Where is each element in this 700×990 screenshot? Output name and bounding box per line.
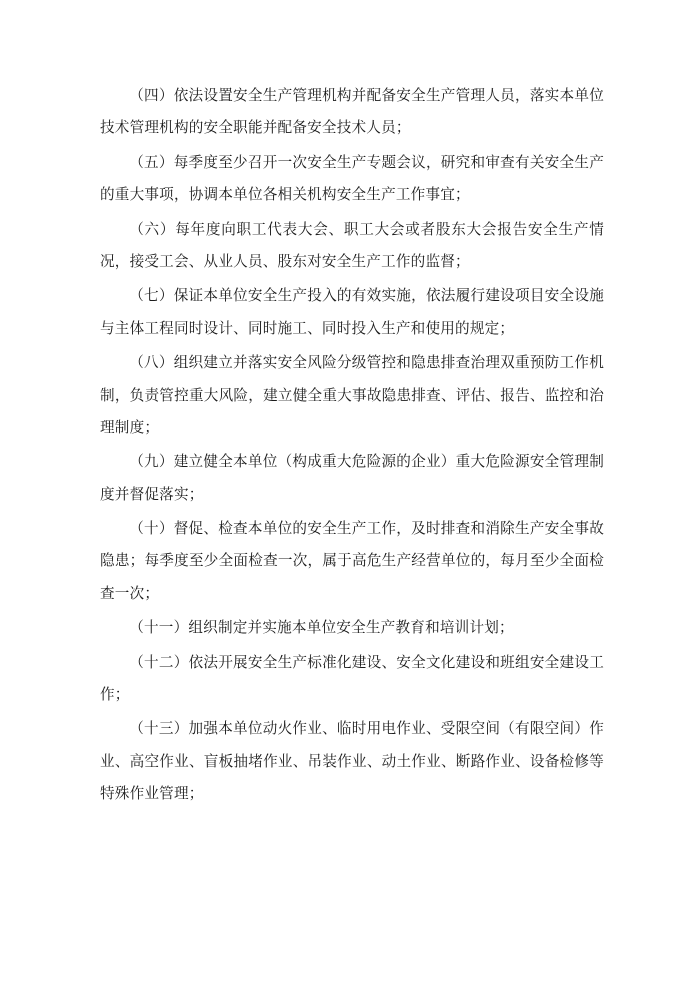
paragraph: （九）建立健全本单位（构成重大危险源的企业）重大危险源安全管理制度并督促落实； (100, 453, 604, 503)
paragraph: （十三）加强本单位动火作业、临时用电作业、受限空间（有限空间）作业、高空作业、盲板抽堵作业、吊装作业、动土作业、断路作业、设备检修等特殊作业管理； (100, 720, 604, 803)
paragraph: （四）依法设置安全生产管理机构并配备安全生产管理人员，落实本单位技术管理机构的安全职能并配备安全技术人员； (100, 87, 604, 137)
paragraph: （七）保证本单位安全生产投入的有效实施，依法履行建设项目安全设施与主体工程同时设计、同时施工、同时投入生产和使用的规定； (100, 287, 604, 337)
paragraph: （六）每年度向职工代表大会、职工大会或者股东大会报告安全生产情况，接受工会、从业人员、股东对安全生产工作的监督； (100, 220, 604, 270)
paragraph: （五）每季度至少召开一次安全生产专题会议，研究和审查有关安全生产的重大事项，协调本单位各相关机构安全生产工作事宜； (100, 153, 604, 204)
paragraph: （八）组织建立并落实安全风险分级管控和隐患排查治理双重预防工作机制，负责管控重大风险，建立健全重大事故隐患排查、评估、报告、监控和治理制度； (100, 354, 604, 436)
paragraph: （十二）依法开展安全生产标准化建设、安全文化建设和班组安全建设工作； (100, 653, 604, 704)
paragraph: （十）督促、检查本单位的安全生产工作，及时排查和消除生产安全事故隐患；每季度至少全面检查一次，属于高危生产经营单位的，每月至少全面检查一次； (100, 520, 604, 602)
paragraph: （十一）组织制定并实施本单位安全生产教育和培训计划； (129, 619, 514, 637)
document-body (100, 80, 604, 811)
